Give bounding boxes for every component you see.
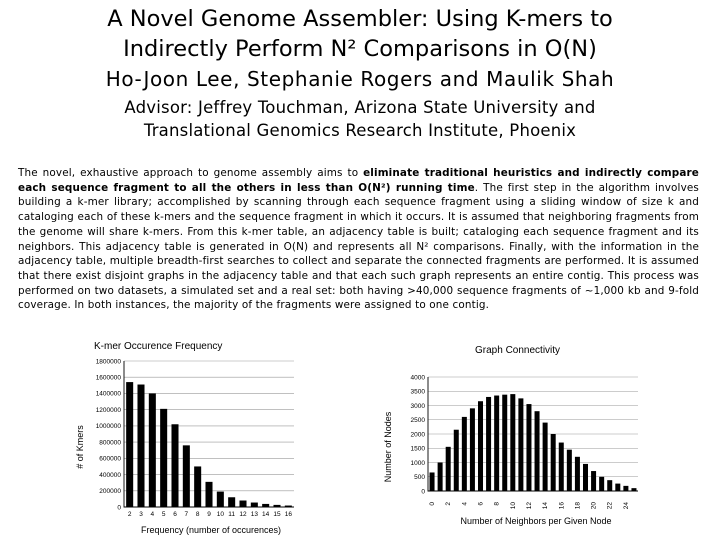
y-tick-label: 4000: [410, 374, 425, 382]
bar: [535, 411, 540, 491]
y-tick-label: 1000: [410, 459, 425, 467]
x-ticks: [128, 511, 292, 518]
bar: [446, 447, 451, 491]
bars: [126, 382, 292, 507]
x-tick-label: 3: [139, 511, 143, 518]
x-axis-label: Frequency (number of occurences): [140, 525, 282, 535]
bar: [502, 395, 507, 491]
bar: [194, 466, 201, 507]
x-tick-label: 8: [195, 511, 200, 518]
bar: [137, 385, 144, 507]
title-line-1: A Novel Genome Assembler: Using K-mers to: [107, 6, 613, 32]
bar: [454, 430, 459, 491]
x-tick-label: 14: [262, 511, 270, 518]
abstract-highlight: eliminate traditional heuristics and indirectly compare each sequence fragment to all the others in less than O(N²) running time: [18, 167, 699, 194]
bar: [575, 457, 580, 491]
bar: [599, 477, 604, 491]
grid-lines: [428, 377, 638, 491]
y-ticks: [96, 358, 122, 511]
x-tick-label: 14: [542, 502, 550, 510]
y-tick-label: 3500: [410, 388, 425, 396]
y-tick-label: 800000: [99, 439, 121, 447]
bar: [430, 472, 435, 491]
bar: [251, 503, 258, 507]
y-axis-label: # of Kmers: [75, 425, 85, 469]
abstract-paragraph: [18, 166, 699, 313]
y-tick-label: 2500: [410, 417, 425, 425]
abstract-text-1: The novel, exhaustive approach to genome assembly aims to: [18, 167, 364, 179]
bar: [518, 398, 523, 491]
bar: [615, 484, 620, 491]
y-tick-label: 1600000: [95, 374, 121, 382]
advisor-line-2: Translational Genomics Research Institute, Phoenix: [143, 121, 577, 140]
x-tick-label: 6: [173, 511, 177, 518]
x-tick-label: 24: [622, 502, 630, 510]
x-tick-label: 9: [207, 511, 211, 518]
bar: [551, 434, 556, 491]
bar: [583, 464, 588, 491]
x-tick-label: 11: [228, 511, 236, 518]
bar: [462, 417, 467, 491]
bar: [559, 443, 564, 491]
bar: [591, 471, 596, 491]
bar: [631, 488, 636, 491]
authors: Ho-Joon Lee, Stephanie Rogers and Maulik Shah: [105, 67, 615, 91]
bar: [510, 394, 515, 491]
advisor: [0, 96, 720, 142]
y-tick-label: 500: [414, 474, 425, 482]
x-tick-label: 16: [284, 511, 292, 518]
bar: [171, 424, 178, 507]
bar: [205, 482, 212, 507]
x-tick-label: 12: [525, 502, 533, 510]
x-tick-label: 4: [150, 511, 155, 518]
y-tick-label: 200000: [99, 488, 121, 496]
kmer-frequency-chart: [74, 337, 304, 535]
y-tick-label: 1800000: [95, 358, 121, 366]
y-tick-label: 1200000: [95, 406, 121, 414]
x-tick-label: 16: [558, 502, 566, 510]
x-tick-label: 10: [216, 511, 224, 518]
bar: [126, 382, 133, 507]
y-tick-label: 600000: [99, 455, 121, 463]
bar: [567, 450, 572, 491]
abstract-text-2: . The first step in the algorithm involves building a k-mer library; accomplished by scanning through each sequence fragment using a sliding window of size k and cataloging each of these k-mers and the sequence fragment in which it occurs. It is assumed that neighboring fragments from the genome will share k-mers. From this k-mer table, an adjacency table is built; cataloging each sequence fragment and its neighbors. This adjacency table is generated in O(N) and represents all N² comparisons. Finally, with the information in the adjacency table, multiple breadth-first searches to collect and separate the connected fragments are performed. It is assumed that there exist disjoint graphs in the adjacency table and that each such graph represents an entire contig. This process was performed on two datasets, a simulated set and a real set: both having >40,000 sequence fragments of ~1,000 kb and 9-fold coverage. In both instances, the majority of the fragments were assigned to one contig.: [18, 181, 699, 312]
bar: [239, 501, 246, 507]
advisor-line-1: Advisor: Jeffrey Touchman, Arizona State University and: [124, 98, 596, 117]
graph-connectivity-chart: [378, 337, 648, 535]
x-tick-label: 2: [445, 502, 453, 506]
bar: [607, 480, 612, 491]
y-tick-label: 1000000: [95, 423, 121, 431]
x-tick-label: 4: [461, 502, 469, 506]
x-tick-label: 5: [161, 511, 166, 518]
x-axis-label: Number of Neighbors per Given Node: [460, 516, 612, 526]
x-tick-label: 6: [477, 502, 485, 506]
x-tick-label: 20: [590, 502, 598, 510]
x-tick-label: 15: [273, 511, 281, 518]
x-tick-label: 18: [574, 502, 582, 510]
x-ticks: [429, 502, 630, 510]
bar: [623, 486, 628, 491]
y-tick-label: 1500: [410, 445, 425, 453]
title-line-2: Indirectly Perform N² Comparisons in O(N): [123, 36, 597, 62]
y-axis-label: Number of Nodes: [383, 411, 393, 483]
chart-title: Graph Connectivity: [475, 345, 561, 356]
y-tick-label: 0: [117, 504, 121, 512]
bar: [160, 409, 167, 507]
x-tick-label: 12: [239, 511, 247, 518]
bar: [543, 423, 548, 491]
poster-title: [0, 4, 720, 64]
bar: [183, 445, 190, 507]
x-tick-label: 13: [250, 511, 258, 518]
bar: [273, 505, 280, 507]
x-tick-label: 8: [493, 502, 501, 506]
y-tick-label: 1400000: [95, 390, 121, 398]
y-ticks: [411, 374, 426, 495]
x-tick-label: 22: [606, 502, 614, 510]
y-tick-label: 400000: [99, 471, 121, 479]
chart-title: K-mer Occurence Frequency: [94, 341, 223, 352]
y-tick-label: 3000: [410, 402, 425, 410]
bar: [526, 404, 531, 491]
bar: [470, 408, 475, 491]
bar: [149, 393, 156, 507]
bar: [486, 397, 491, 491]
x-tick-label: 10: [509, 502, 517, 510]
x-tick-label: 0: [429, 502, 437, 506]
bar: [228, 497, 235, 507]
x-tick-label: 2: [127, 511, 132, 518]
bar: [217, 492, 224, 507]
x-tick-label: 7: [184, 511, 189, 518]
y-tick-label: 2000: [410, 431, 425, 439]
bar: [438, 463, 443, 492]
bar: [494, 396, 499, 491]
bar: [285, 506, 292, 507]
y-tick-label: 0: [421, 488, 425, 496]
bar: [262, 504, 269, 507]
bar: [478, 401, 483, 491]
